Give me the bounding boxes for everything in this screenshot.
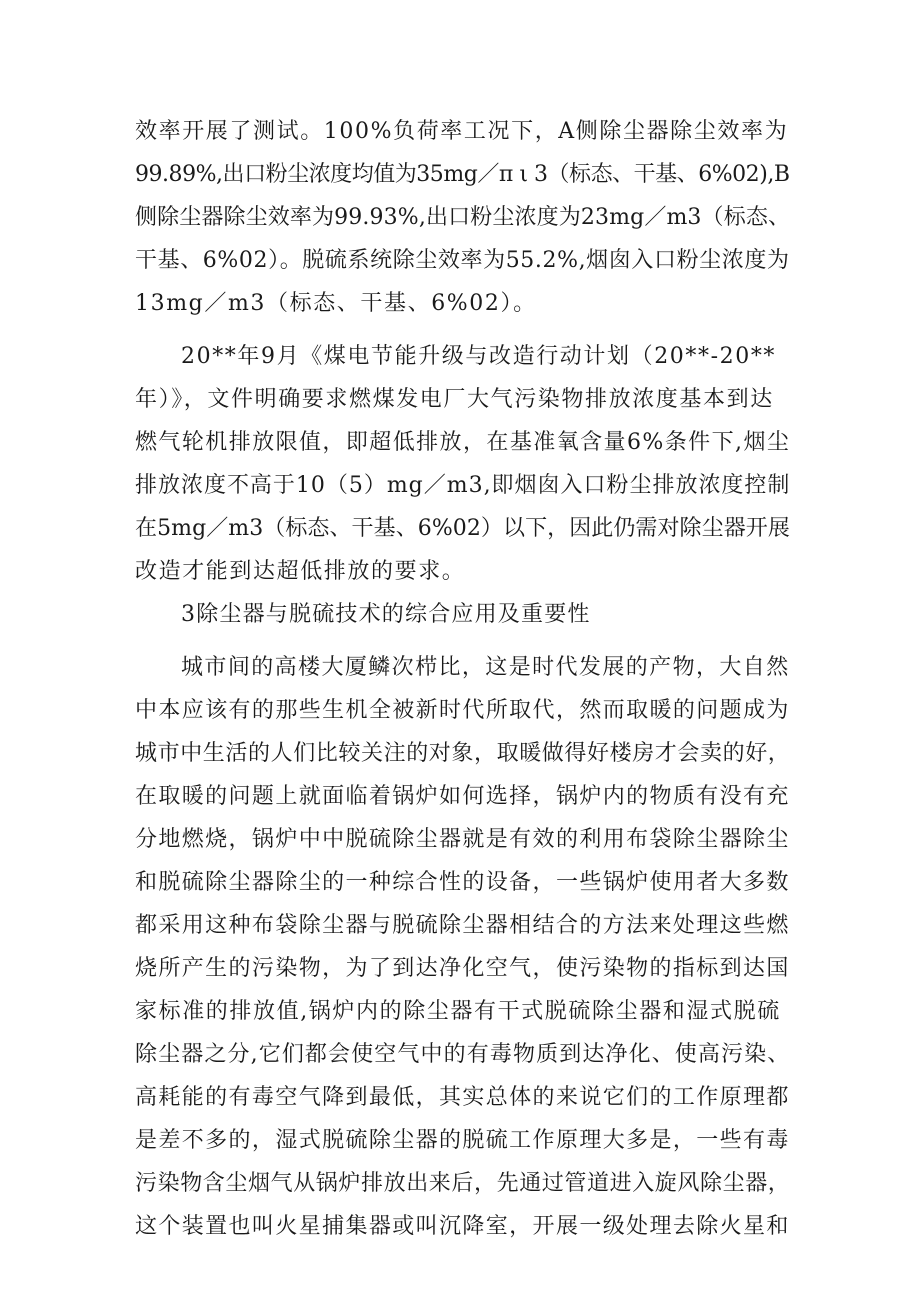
paragraph-3-line-5: 分地燃烧，锅炉中中脱硫除尘器就是有效的利用布袋除尘器除尘 [135,827,790,852]
paragraph-3-line-12: 是差不多的，湿式脱硫除尘器的脱硫工作原理大多是，一些有毒 [135,1128,790,1153]
paragraph-1-line-1: 效率开展了测试。100%负荷率工况下，A侧除尘器除尘效率为 [135,119,789,144]
section-heading: 3除尘器与脱硫技术的综合应用及重要性 [181,602,591,627]
paragraph-3-line-4: 在取暖的问题上就面临着锅炉如何选择，锅炉内的物质有没有充 [135,784,790,809]
paragraph-3-line-11: 高耗能的有毒空气降到最低，其实总体的来说它们的工作原理都 [135,1085,790,1110]
paragraph-2-line-2: 年）》，文件明确要求燃煤发电厂大气污染物排放浓度基本到达 [135,387,774,412]
paragraph-1-line-3: 侧除尘器除尘效率为99.93%,出口粉尘浓度为23mg／m3（标态、 [135,205,791,230]
paragraph-2-line-4: 排放浓度不高于10（5）mg／m3,即烟囱入口粉尘排放浓度控制 [135,473,791,498]
paragraph-3-line-13: 污染物含尘烟气从锅炉排放出来后，先通过管道进入旋风除尘器， [135,1171,791,1196]
paragraph-3-line-7: 都采用这种布袋除尘器与脱硫除尘器相结合的方法来处理这些燃 [135,913,790,938]
paragraph-1-line-4: 干基、6%02）。脱硫系统除尘效率为55.2%,烟囱入口粉尘浓度为 [135,248,790,273]
paragraph-3-line-9: 家标准的排放值,锅炉内的除尘器有干式脱硫除尘器和湿式脱硫 [135,999,781,1024]
paragraph-2-line-3: 燃气轮机排放限值，即超低排放，在基准氧含量6%条件下,烟尘 [135,430,791,455]
paragraph-3-line-6: 和脱硫除尘器除尘的一种综合性的设备，一些锅炉使用者大多数 [135,870,790,895]
paragraph-3-line-3: 城市中生活的人们比较关注的对象，取暖做得好楼房才会卖的好， [135,741,791,766]
paragraph-1-line-5: 13mg／m3（标态、干基、6%02）。 [135,291,537,316]
paragraph-2-line-1: 20**年9月《煤电节能升级与改造行动计划（20**-20** [181,344,777,369]
paragraph-3-line-14: 这个装置也叫火星捕集器或叫沉降室，开展一级处理去除火星和 [135,1214,790,1239]
paragraph-2-line-6: 改造才能到达超低排放的要求。 [135,559,466,584]
paragraph-1-line-2: 99.89%,出口粉尘浓度均值为35mg／π ι 3（标态、干基、6%02),B [135,162,790,187]
paragraph-3-line-1: 城市间的高楼大厦鳞次栉比，这是时代发展的产物，大自然 [181,655,790,680]
paragraph-3-line-2: 中本应该有的那些生机全被新时代所取代，然而取暖的问题成为 [135,698,790,723]
paragraph-2-line-5: 在5mg／m3（标态、干基、6%02）以下，因此仍需对除尘器开展 [135,516,790,541]
paragraph-3-line-8: 烧所产生的污染物，为了到达净化空气，使污染物的指标到达国 [135,956,790,981]
paragraph-3-line-10: 除尘器之分,它们都会使空气中的有毒物质到达净化、使高污染、 [135,1042,791,1067]
